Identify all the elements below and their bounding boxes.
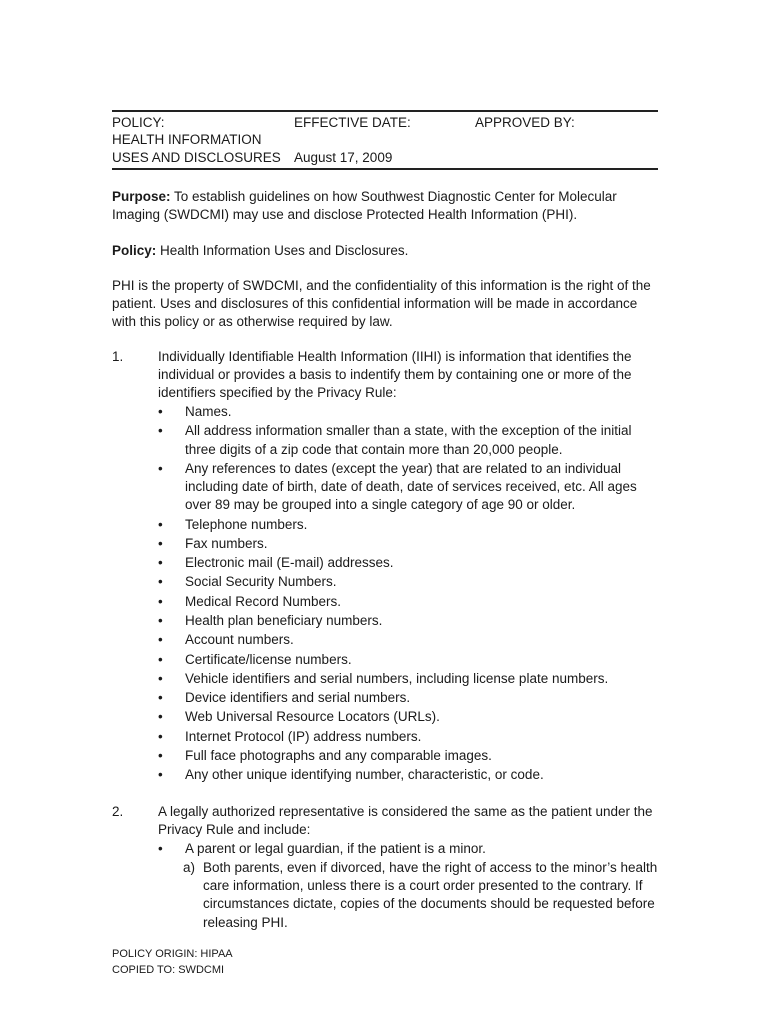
footer-policy-origin: POLICY ORIGIN: HIPAA — [112, 948, 233, 960]
bullet-icon: • — [158, 460, 163, 476]
header-top-rule — [112, 110, 658, 112]
list-item: • All address information smaller than a state, with the exception of the initial three digits of a zip code that contain more than 20,000 people. — [158, 423, 632, 457]
effective-date-value: August 17, 2009 — [294, 150, 393, 165]
list-item: • Telephone numbers. — [158, 516, 658, 534]
policy-paragraph — [112, 242, 660, 260]
bullet-icon: • — [158, 728, 163, 744]
list-item: • Names. — [158, 403, 658, 421]
policy-label: POLICY: — [112, 115, 165, 130]
sub-item-text: Both parents, even if divorced, have the right of access to the minor’s health care information, unless there is a court order presented to the contrary. If circumstances dictate, copies of the documents should be requested before releasing PHI. — [203, 860, 658, 930]
bullet-icon: • — [158, 841, 163, 856]
purpose-text: To establish guidelines on how Southwest Diagnostic Center for Molecular Imaging (SWDCMI) may use and disclose Protected Health Information (PHI). — [112, 189, 617, 223]
bullet-icon: • — [158, 709, 163, 725]
section1-number: 1. — [112, 349, 124, 364]
list-item: • Full face photographs and any comparable images. — [158, 747, 658, 765]
effective-date-label: EFFECTIVE DATE: — [294, 115, 411, 130]
bullet-icon: • — [158, 555, 163, 571]
list-item: • Fax numbers. — [158, 535, 658, 553]
policy-title-line2: USES AND DISCLOSURES — [112, 150, 281, 165]
purpose-paragraph — [112, 188, 660, 224]
sub-item-a — [183, 859, 659, 932]
list-item: • Web Universal Resource Locators (URLs). — [158, 708, 658, 726]
list-item: • Any references to dates (except the year) that are related to an individual including date of birth, date of death, date of services received, etc. All ages over 89 may be grouped into a single category of age 90 or older. — [158, 460, 637, 513]
bullet-icon: • — [158, 516, 163, 532]
bullet-icon: • — [158, 574, 163, 590]
list-item: • Certificate/license numbers. — [158, 651, 658, 669]
section1-text: Individually Identifiable Health Information (IIHI) is information that identifies the individual or provides a basis to indentify them by containing one or more of the identifiers specified by the Privacy Rule: — [158, 349, 632, 401]
list-item: • Account numbers. — [158, 631, 658, 649]
section2-text: A legally authorized representative is considered the same as the patient under the Privacy Rule and include: — [158, 804, 653, 838]
list-item: • Social Security Numbers. — [158, 573, 658, 591]
bullet-icon: • — [158, 593, 163, 609]
bullet-icon: • — [158, 535, 163, 551]
list-item: • Device identifiers and serial numbers. — [158, 689, 658, 707]
bullet-icon: • — [158, 690, 163, 706]
list-item: • Any other unique identifying number, characteristic, or code. — [158, 766, 658, 784]
list-item: • Vehicle identifiers and serial numbers, including license plate numbers. — [158, 670, 658, 688]
sub-item-label: a) — [183, 860, 196, 875]
representative-list — [158, 840, 658, 859]
bullet-icon: • — [158, 423, 163, 439]
approved-by-label: APPROVED BY: — [475, 115, 575, 130]
identifier-list — [158, 403, 658, 786]
bullet-icon: • — [158, 651, 163, 667]
section2-number: 2. — [112, 804, 124, 819]
list-item: • Electronic mail (E-mail) addresses. — [158, 554, 658, 572]
bullet-icon: • — [158, 404, 163, 419]
purpose-label: Purpose: — [112, 189, 171, 204]
intro-paragraph: PHI is the property of SWDCMI, and the confidentiality of this information is the right of the patient. Uses and disclosures of this confidential information will be made in accordance with this policy or as otherwise required by law. — [112, 278, 651, 330]
bullet-icon: • — [158, 670, 163, 686]
bullet-icon: • — [158, 632, 163, 648]
list-item: • A parent or legal guardian, if the patient is a minor. — [158, 840, 658, 858]
header-bottom-rule — [112, 168, 658, 170]
list-item: • Medical Record Numbers. — [158, 593, 658, 611]
bullet-icon: • — [158, 612, 163, 628]
policy-text: Health Information Uses and Disclosures. — [156, 243, 409, 258]
footer-copied-to: COPIED TO: SWDCMI — [112, 964, 225, 976]
bullet-icon: • — [158, 767, 163, 783]
policy-label-bold: Policy: — [112, 243, 157, 258]
list-item: • Health plan beneficiary numbers. — [158, 612, 658, 630]
list-item: • Internet Protocol (IP) address numbers. — [158, 728, 658, 746]
policy-title-line1: HEALTH INFORMATION — [112, 132, 262, 147]
bullet-icon: • — [158, 748, 163, 764]
